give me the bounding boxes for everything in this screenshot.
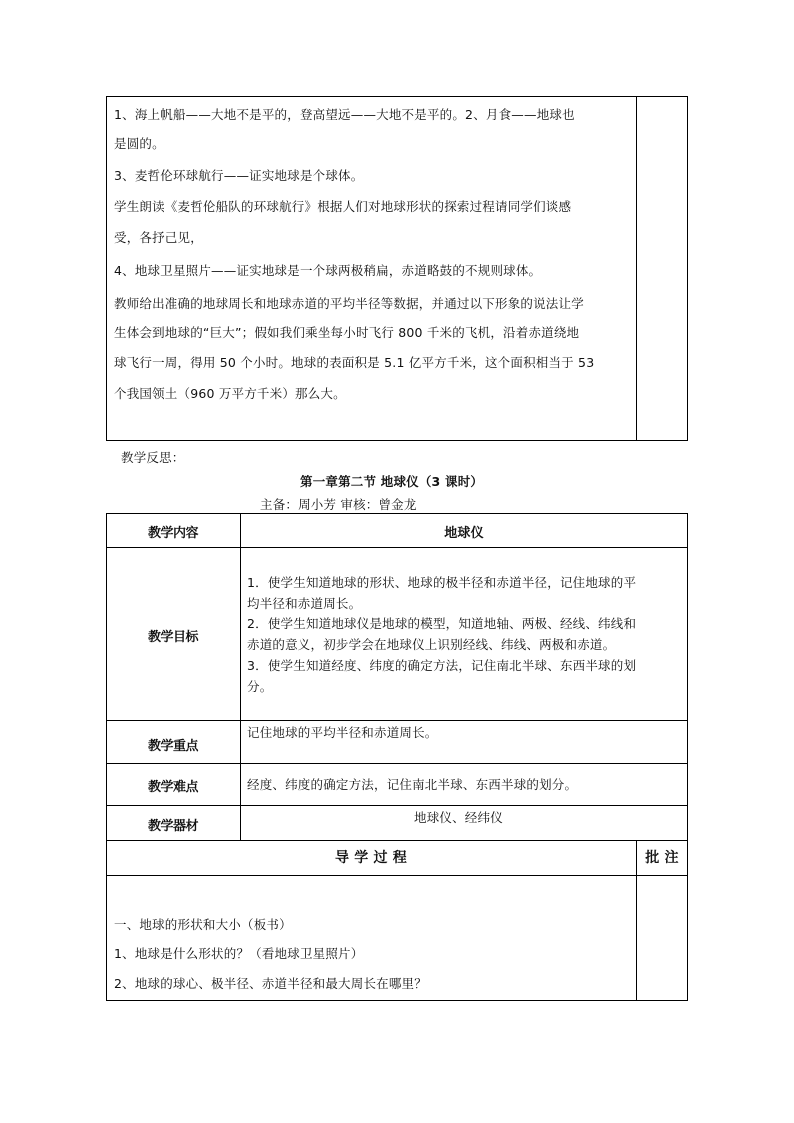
top-line-9: 球飞行一周，得用 50 个小时。地球的表面积是 5.1 亿平方千米，这个面积相当于 53	[114, 355, 595, 370]
top-line-6: 4、地球卫星照片——证实地球是一个球两极稍扁，赤道略鼓的不规则球体。	[114, 263, 542, 278]
content-label: 教学内容	[147, 526, 198, 541]
equipment-value: 地球仪、经纬仪	[414, 810, 503, 825]
reflection-label: 教学反思：	[121, 450, 185, 465]
top-line-5: 受，各抒己见，	[114, 230, 203, 245]
objective-line-3: 2．使学生知道地球仪是地球的模型，知道地轴、两极、经线、纬线和	[247, 616, 637, 631]
process-header-divider	[106, 875, 688, 876]
process-line-1: 一、地球的形状和大小（板书）	[114, 917, 292, 932]
equipment-label: 教学器材	[147, 819, 198, 834]
top-line-10: 个我国领土（960 万平方千米）那么大。	[114, 386, 346, 401]
objective-line-5: 3．使学生知道经度、纬度的确定方法，记住南北半球、东西半球的划	[247, 658, 637, 673]
difficulties-label: 教学难点	[147, 780, 198, 795]
lesson-title: 第一章第二节 地球仪（3 课时）	[300, 474, 484, 489]
top-line-7: 教师给出准确的地球周长和地球赤道的平均半径等数据，并通过以下形象的说法让学	[114, 296, 584, 311]
top-line-1: 1、海上帆船——大地不是平的，登高望远——大地不是平的。2、月食——地球也	[114, 107, 575, 122]
objective-line-1: 1．使学生知道地球的形状、地球的极半径和赤道半径，记住地球的平	[247, 575, 637, 590]
key-points-label: 教学重点	[147, 739, 198, 754]
process-line-2: 1、地球是什么形状的？（看地球卫星照片）	[114, 946, 364, 961]
notes-header: 批 注	[645, 850, 679, 866]
table-label-divider	[240, 513, 241, 841]
row-divider-4	[106, 805, 688, 806]
row-divider-3	[106, 763, 688, 764]
top-notes-divider	[636, 96, 637, 441]
row-divider-1	[106, 547, 688, 548]
top-line-8: 生体会到地球的“巨大”；假如我们乘坐每小时飞行 800 千米的飞机，沿着赤道绕地	[114, 325, 580, 340]
objective-line-2: 均半径和赤道周长。	[247, 596, 362, 611]
difficulties-value: 经度、纬度的确定方法，记住南北半球、东西半球的划分。	[247, 777, 578, 792]
process-header: 导 学 过 程	[334, 850, 408, 866]
row-divider-2	[106, 720, 688, 721]
objective-line-6: 分。	[247, 679, 273, 694]
top-line-4: 学生朗读《麦哲伦船队的环球航行》根据人们对地球形状的探索过程请同学们谈感	[114, 199, 572, 214]
process-line-3: 2、地球的球心、极半径、赤道半径和最大周长在哪里？	[114, 976, 427, 991]
content-value: 地球仪	[444, 526, 484, 541]
key-points-value: 记住地球的平均半径和赤道周长。	[247, 725, 438, 740]
objective-line-4: 赤道的意义，初步学会在地球仪上识别经线、纬线、两极和赤道。	[247, 637, 616, 652]
top-line-2: 是圆的。	[114, 136, 165, 151]
top-line-3: 3、麦哲伦环球航行——证实地球是个球体。	[114, 168, 364, 183]
authors-line: 主备：周小芳 审核：曾金龙	[260, 497, 417, 512]
objectives-label: 教学目标	[147, 630, 198, 645]
